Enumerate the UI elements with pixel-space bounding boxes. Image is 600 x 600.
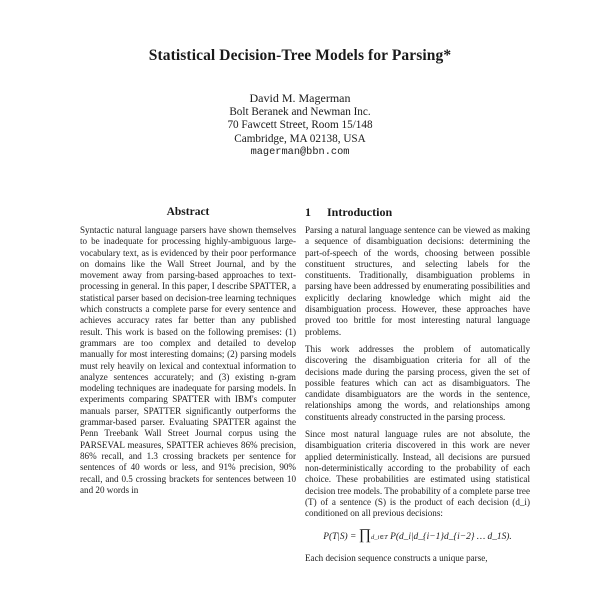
product-subscript: d_i∈T (371, 534, 388, 542)
product-operator: ∏ (358, 527, 372, 544)
equation-lhs: P(T|S) = (323, 532, 357, 543)
abstract-text: Syntactic natural language parsers have shown themselves to be inadequate for processing highly-ambiguous large-vocabulary text, as is evidenced by their poor performance on domains like the Wall Street Journal, and by the movement away from parsing-based approaches to text-processing in general. In this paper, I describe SPATTER, a statistical parser based on decision-tree learning techniques which constructs a complete parse for every sentence and achieves accuracy rates far better than any published result. This work is based on the following premises: (1) grammars are too complex and detailed to develop manually for most interesting domains; (2) parsing models must rely heavily on lexical and contextual information to analyze sentences accurately; and (3) existing n-gram modeling techniques are inadequate for parsing models. In experiments comparing SPATTER with IBM's computer manuals parser, SPATTER significantly outperforms the grammar-based parser. Evaluating SPATTER against the Penn Treebank Wall Street Journal corpus using the PARSEVAL measures, SPATTER achieves 86% precision, 86% recall, and 1.3 crossing brackets per sentence for sentences of 40 words or less, and 91% precision, 90% recall, and 0.5 crossing brackets for sentences between 10 and 20 words in (80, 225, 296, 495)
intro-paragraph-1: Parsing a natural language sentence can be viewed as making a sequence of disambiguation decisions: determining the part-of-speech of the words, choosing between possible constituent structures, and selecting labels for the constituents. Traditionally, disambiguation problems in parsing have been addressed by enumerating possibilities and explicitly declaring knowledge which might aid the disambiguation process. However, these approaches have proved too brittle for most interesting natural language problems. (305, 225, 530, 337)
intro-paragraph-2: This work addresses the problem of automatically discovering the disambiguation criteria for all of the decisions made during the parsing process, given the set of possible features which can act as disambiguators. The candidate disambiguators are the words in the sentence, relationships among the words, and relationships among constituents already constructed in the parsing process. (305, 343, 530, 422)
author-affiliation: Bolt Beranek and Newman Inc. (229, 105, 371, 118)
abstract-heading: Abstract (166, 206, 210, 218)
author-name: David M. Magerman (249, 91, 351, 105)
author-address-line-2: Cambridge, MA 02138, USA (234, 132, 366, 145)
introduction-heading (305, 203, 530, 225)
author-block (0, 92, 600, 160)
equation-rhs: P(d_i|d_{i−1}d_{i−2} … d_1S). (390, 532, 512, 543)
parse-probability-equation (305, 527, 530, 544)
section-title: Introduction (327, 205, 393, 219)
paper-title: Statistical Decision-Tree Models for Parsing* (148, 47, 452, 64)
intro-paragraph-3: Since most natural language rules are not absolute, the disambiguation criteria discovered in this work are never applied deterministically. Instead, all decisions are pursued non-deterministically according to the probability of each choice. These probabilities are estimated using statistical decision tree models. The probability of a complete parse tree (T) of a sentence (S) is the product of each decision (d_i) conditioned on all previous decisions: (305, 429, 530, 519)
intro-continuation: Each decision sequence constructs a unique parse, (305, 553, 488, 564)
section-number: 1 (305, 205, 311, 219)
author-address-line-1: 70 Fawcett Street, Room 15/148 (227, 119, 373, 132)
left-column (80, 203, 296, 502)
author-email[interactable]: magerman@bbn.com (250, 146, 350, 159)
right-column (305, 203, 530, 571)
